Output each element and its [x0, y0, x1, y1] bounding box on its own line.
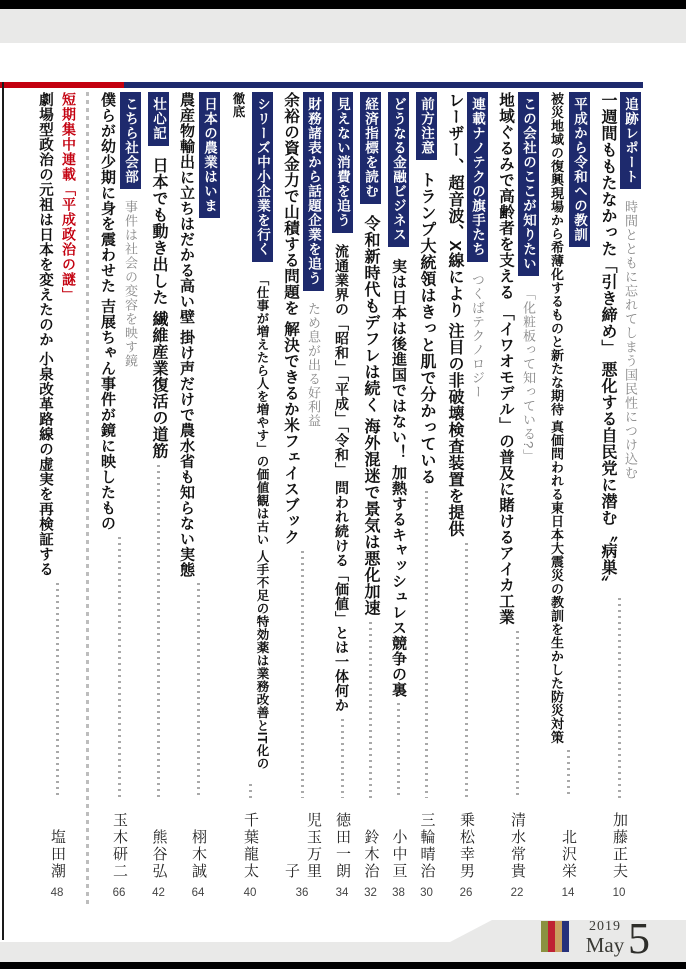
toc-entry [226, 92, 274, 904]
entry-head [226, 92, 274, 778]
entry-head [33, 92, 81, 577]
issue-stripe [555, 921, 562, 952]
toc-entry [494, 92, 540, 904]
entry-section-label: シリーズ中小企業を行く [252, 92, 273, 262]
entry-title: レーザー、超音波、X線により 注目の非破壊検査装置を提供 [446, 92, 463, 538]
issue-stripe [562, 921, 569, 952]
entry-title: 実は日本は後進国ではない！ 加熱するキャッシュレス競争の裏 [390, 258, 407, 698]
entry-head [415, 92, 438, 485]
entry-subtitle: 事件は社会の変容を映す鏡 [123, 200, 138, 369]
entry-page-number: 42 [152, 887, 165, 899]
entry-page-number: 36 [295, 887, 309, 899]
entry-page-number: 26 [459, 887, 473, 899]
entry-subtitle: 時間とともに忘れてしまう国民性につけ込む [623, 200, 638, 481]
entry-head [147, 92, 170, 459]
entry-title: 農産物輸出に立ちはだかる高い壁 掛け声だけで農水省も知らない実態 [178, 92, 195, 578]
entry-author: 小中亘 [390, 829, 407, 880]
entry-head [175, 92, 221, 577]
toc-entry [279, 92, 325, 904]
entry-page-number: 64 [191, 887, 205, 899]
entry-title: 流通業界の「昭和」「平成」「令和」 問われ続ける「価値」とは一体何か [334, 243, 350, 713]
entry-title: 地域ぐるみで高齢者を支える 「イワオモデル」の普及に賭けるアイカ工業 [497, 92, 514, 625]
entry-dotted-leader [397, 703, 400, 798]
entry-head [545, 92, 591, 744]
section-divider-dashed [86, 92, 89, 904]
entry-subtitle: ため息が出る好利益 [306, 301, 321, 428]
entry-head [443, 92, 489, 537]
entry-page-number: 22 [510, 887, 524, 899]
issue-year: 2019 [589, 919, 621, 934]
header-gray-band [0, 9, 686, 43]
entry-author: 清水常貴 [509, 812, 525, 880]
top-black-bar [0, 0, 686, 9]
entry-author: 玉木研二 [111, 812, 127, 880]
toc-entry [443, 92, 489, 904]
entry-section-label: 日本の農業はいま [199, 92, 220, 218]
issue-number: 5 [628, 914, 650, 963]
accent-bar-red [0, 82, 124, 88]
issue-stripes-icon [541, 921, 569, 952]
entry-author: 加藤正夫 [611, 812, 627, 880]
entry-dotted-leader [425, 491, 428, 798]
entry-section-label: 追跡レポート [620, 92, 641, 189]
entry-author: 千葉龍太 [242, 812, 258, 880]
entry-head [387, 92, 410, 697]
entry-author: 乗松幸男 [458, 812, 474, 880]
entry-section-label: 短期集中連載「平成政治の謎」 [61, 92, 77, 302]
table-of-contents [28, 92, 642, 904]
entry-section-label: どうなる金融ビジネス [388, 92, 409, 247]
entry-dotted-leader [341, 719, 344, 798]
entry-page-number: 14 [561, 887, 575, 899]
entry-dotted-leader [465, 543, 468, 798]
entry-author: 徳田一朗 [334, 812, 350, 880]
entry-title: 僕らが幼少期に身を震わせた 吉展ちゃん事件が鏡に映したもの [99, 92, 116, 531]
left-page-rule [2, 82, 4, 940]
entry-page-number: 66 [112, 887, 126, 899]
toc-entry [596, 92, 642, 904]
toc-entry [415, 92, 438, 904]
toc-entry [175, 92, 221, 904]
entry-head [494, 92, 540, 625]
toc-entry [545, 92, 591, 904]
entry-page-number: 32 [364, 887, 377, 899]
entry-head [96, 92, 142, 531]
entry-title: 被災地域の復興現場から希薄化するものと新たな期待 真価問われる東日本大震災の教訓を生かした防災対策 [549, 92, 564, 745]
entry-dotted-leader [618, 598, 621, 798]
entry-head [279, 92, 325, 545]
entry-head [596, 92, 642, 592]
entry-author: 栩木誠 [190, 829, 206, 880]
entry-title: トランプ大統領はきっと肌で分かっている [418, 171, 435, 485]
entry-section-label: 連載ナノテクの旗手たち [467, 92, 488, 262]
entry-dotted-leader [369, 622, 372, 798]
accent-bar-navy [124, 82, 643, 88]
entry-dotted-leader [516, 631, 519, 798]
entry-dotted-leader [157, 465, 160, 798]
toc-entry [33, 92, 81, 904]
entry-section-label: 財務諸表から話題企業を追う [303, 92, 324, 291]
footer-black-bar [0, 962, 686, 969]
entry-page-number: 34 [335, 887, 349, 899]
entry-author: 児玉万里子 [283, 812, 321, 880]
entry-page-number: 10 [612, 887, 626, 899]
entry-section-label: こちら社会部 [120, 92, 141, 189]
entry-subtitle: つくばテクノロジー [470, 272, 485, 399]
entry-dotted-leader [118, 537, 121, 798]
entry-dotted-leader [56, 583, 59, 798]
entry-author: 鈴木治 [362, 829, 379, 880]
toc-entry [387, 92, 410, 904]
entry-head [330, 92, 354, 713]
entry-author: 熊谷弘 [150, 829, 167, 880]
entry-page-number: 40 [243, 887, 257, 899]
entry-page-number: 30 [420, 887, 433, 899]
entry-dotted-leader [567, 750, 570, 798]
entry-section-label: 経済指標を読む [360, 92, 381, 204]
entry-title: 一週間ももたなかった「引き締め」 悪化する自民党に潜む〝病巣〟 [599, 92, 616, 592]
entry-section-label: 壮心記 [148, 92, 169, 146]
entry-section-label: 見えない消費を追う [332, 92, 353, 233]
entry-dotted-leader [249, 784, 252, 798]
toc-entry [359, 92, 382, 904]
entry-section-label: 前方注意 [416, 92, 437, 160]
toc-entry [147, 92, 170, 904]
issue-month: May [585, 933, 625, 957]
entry-section-label: 平成から令和への教訓 [569, 92, 590, 247]
entry-title: 劇場型政治の元祖は日本を変えたのか 小泉改革路線の虚実を再検証する [37, 92, 53, 577]
entry-title: 「仕事が増えたら人を増やす」の価値観は古い 人手不足の特効薬は業務改善とIT化の徹底 [231, 92, 269, 771]
entry-subtitle: 「化粧板って知っている?」 [521, 287, 536, 464]
entry-author: 北沢栄 [560, 829, 576, 880]
issue-stripe [548, 921, 555, 952]
toc-entry [330, 92, 354, 904]
entry-title: 余裕の資金力で山積する問題を 解決できるか米フェイスブック [282, 92, 299, 545]
entry-dotted-leader [301, 551, 304, 798]
entry-author: 塩田潮 [49, 829, 65, 880]
entry-page-number: 38 [392, 887, 405, 899]
entry-head [359, 92, 382, 616]
entry-title: 令和新時代もデフレは続く 海外混迷で景気は悪化加速 [362, 214, 379, 616]
entry-page-number: 48 [50, 887, 64, 899]
entry-dotted-leader [197, 583, 200, 798]
entry-section-label: この会社のここが知りたい [518, 92, 539, 276]
entry-author: 三輪晴治 [418, 812, 435, 880]
entry-title: 日本でも動き出した 繊維産業復活の道筋 [150, 156, 167, 459]
toc-entry [96, 92, 142, 904]
issue-stripe [541, 921, 548, 952]
